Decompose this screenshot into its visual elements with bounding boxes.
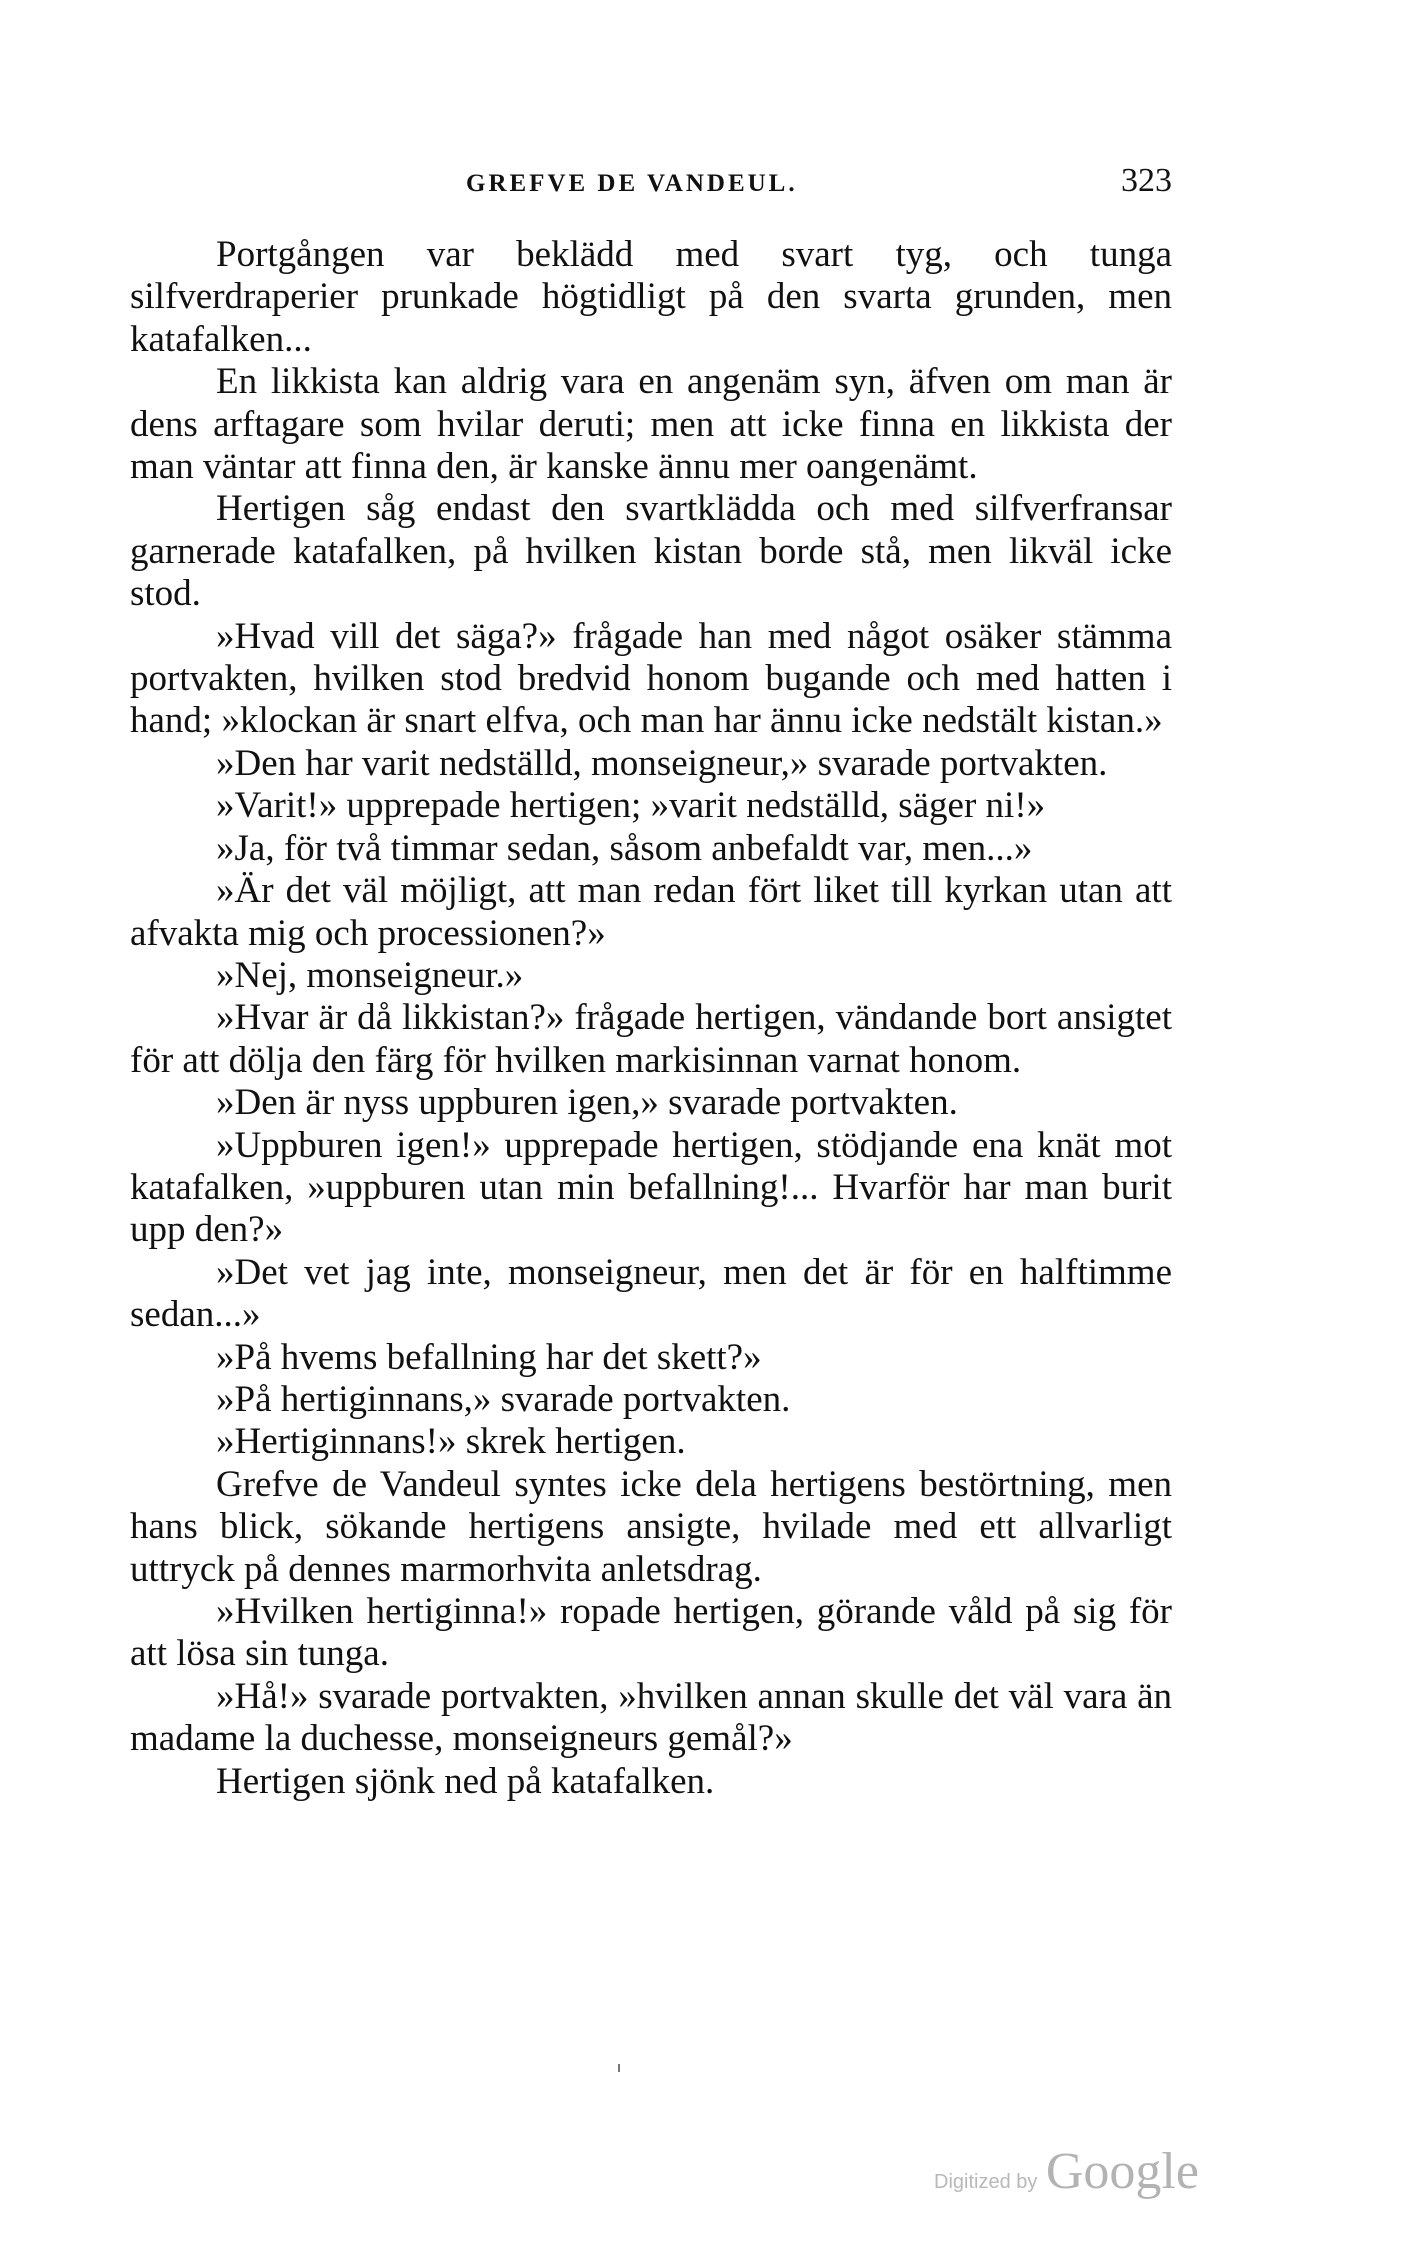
paragraph: »Hvad vill det säga?» frågade han med något osäker stämma portvakten, hvilken stod bredvid honom bugande och med hatten i hand; »klockan är snart elfva, och man har ännu icke nedstält kistan.» xyxy=(130,615,1172,742)
paragraph: »Ja, för två timmar sedan, såsom anbefaldt var, men...» xyxy=(216,827,1033,869)
paragraph: »Nej, monseigneur.» xyxy=(216,954,524,996)
paragraph: Portgången var beklädd med svart tyg, och tunga silfverdraperier prunkade högtidligt på den svarta grunden, men katafalken... xyxy=(130,234,1172,360)
paragraph: »Det vet jag inte, monseigneur, men det är för en halftimme sedan...» xyxy=(130,1251,1172,1336)
paragraph: »Hvilken hertiginna!» ropade hertigen, görande våld på sig för att lösa sin tunga. xyxy=(130,1591,1172,1675)
paragraph: »Uppburen igen!» upprepade hertigen, stödjande ena knät mot katafalken, »uppburen utan min befallning!... Hvarför har man burit upp den?» xyxy=(130,1124,1172,1251)
watermark-brand-logo: Google xyxy=(1045,2143,1199,2200)
paragraph: »Varit!» upprepade hertigen; »varit nedställd, säger ni!» xyxy=(216,785,1046,827)
paragraph: Hertigen sjönk ned på katafalken. xyxy=(216,1760,715,1802)
paragraph: »På hvems befallning har det skett?» xyxy=(216,1336,762,1378)
body-text xyxy=(130,234,1172,1803)
page-number: 323 xyxy=(1121,162,1172,199)
paragraph: Grefve de Vandeul syntes icke dela hertigens bestörtning, men hans blick, sökande hertigens ansigte, hvilade med ett allvarligt uttryck på dennes marmorhvita anletsdrag. xyxy=(130,1463,1172,1590)
paragraph: »Den har varit nedställd, monseigneur,» svarade portvakten. xyxy=(216,742,1108,784)
paragraph: »Hertiginnans!» skrek hertigen. xyxy=(216,1421,686,1463)
paragraph: »Den är nyss uppburen igen,» svarade portvakten. xyxy=(216,1082,958,1124)
paragraph: En likkista kan aldrig vara en angenäm syn, äfven om man är dens arftagare som hvilar deruti; men att icke finna en likkista der man väntar att finna den, är kanske ännu mer oangenämt. xyxy=(130,361,1172,488)
ink-speck xyxy=(618,2064,620,2072)
watermark-prefix: Digitized by xyxy=(934,2171,1038,2193)
paragraph: »Hå!» svarade portvakten, »hvilken annan skulle det väl vara än madame la duchesse, monseigneurs gemål?» xyxy=(130,1675,1172,1760)
paragraph: »Hvar är då likkistan?» frågade hertigen, vändande bort ansigtet för att dölja den färg för hvilken markisinnan varnat honom. xyxy=(130,997,1172,1081)
paragraph: Hertigen såg endast den svartklädda och med silfverfransar garnerade katafalken, på hvilken kistan borde stå, men likväl icke stod. xyxy=(130,488,1172,615)
paragraph: »På hertiginnans,» svarade portvakten. xyxy=(216,1378,791,1420)
paragraph: »Är det väl möjligt, att man redan fört liket till kyrkan utan att afvakta mig och processionen?» xyxy=(130,870,1172,954)
running-head xyxy=(130,162,1172,212)
digitized-watermark xyxy=(934,2142,1199,2201)
running-title: GREFVE DE VANDEUL. xyxy=(466,170,798,197)
